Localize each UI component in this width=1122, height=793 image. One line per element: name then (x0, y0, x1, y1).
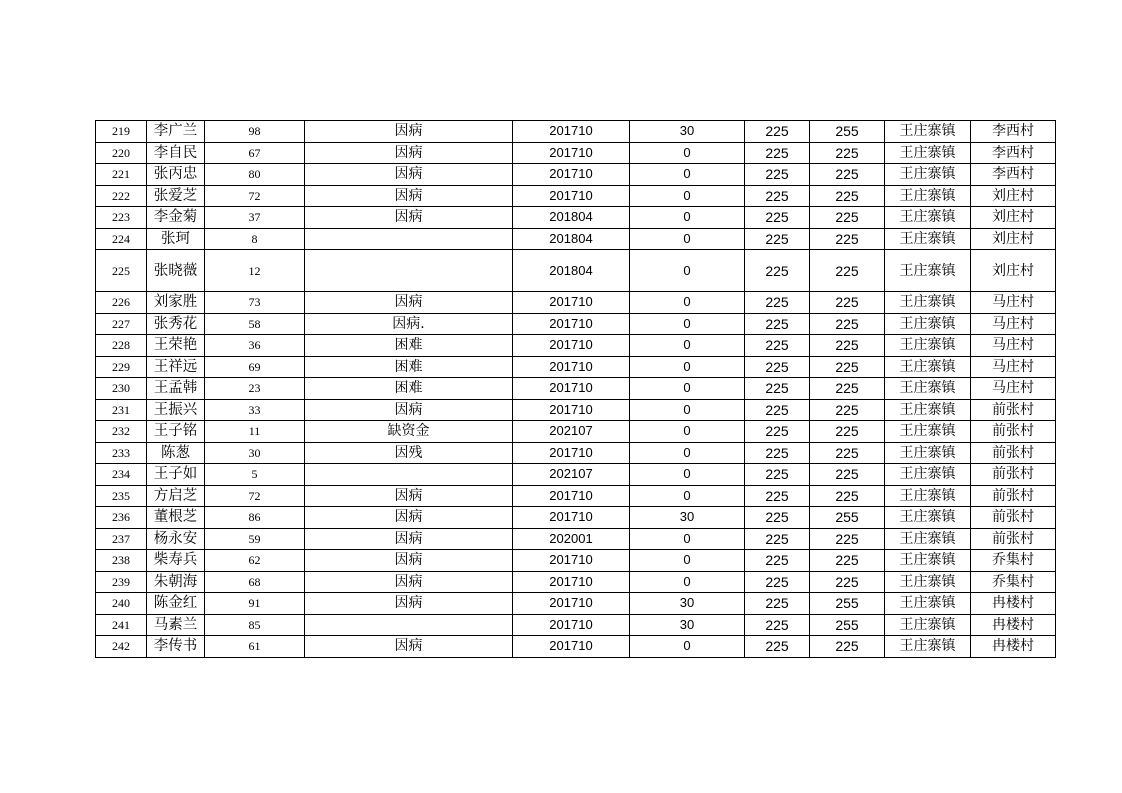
date-cell: 201804 (513, 207, 630, 229)
total-amount-cell: 225 (810, 207, 885, 229)
table-row (96, 378, 1056, 400)
base-amount-cell: 225 (745, 571, 810, 593)
reason-cell (305, 250, 513, 292)
table-row (96, 399, 1056, 421)
reason-cell: 因病 (305, 571, 513, 593)
base-amount-cell: 225 (745, 507, 810, 529)
date-cell: 201710 (513, 442, 630, 464)
date-cell: 201710 (513, 313, 630, 335)
name-cell: 张爱芝 (147, 185, 205, 207)
age-cell: 62 (205, 550, 305, 572)
base-amount-cell: 225 (745, 636, 810, 658)
base-amount-cell: 225 (745, 614, 810, 636)
village-cell: 李西村 (971, 164, 1056, 186)
age-cell: 37 (205, 207, 305, 229)
extra-amount-cell: 30 (630, 614, 745, 636)
table-row (96, 335, 1056, 357)
village-cell: 李西村 (971, 142, 1056, 164)
town-cell: 王庄寨镇 (885, 614, 971, 636)
town-cell: 王庄寨镇 (885, 485, 971, 507)
date-cell: 201710 (513, 292, 630, 314)
date-cell: 201804 (513, 228, 630, 250)
reason-cell: 困难 (305, 378, 513, 400)
table-row (96, 636, 1056, 658)
total-amount-cell: 255 (810, 593, 885, 615)
table-row (96, 528, 1056, 550)
row-index-cell: 227 (96, 313, 147, 335)
village-cell: 前张村 (971, 421, 1056, 443)
town-cell: 王庄寨镇 (885, 142, 971, 164)
table-row (96, 121, 1056, 143)
base-amount-cell: 225 (745, 485, 810, 507)
extra-amount-cell: 0 (630, 528, 745, 550)
village-cell: 前张村 (971, 442, 1056, 464)
total-amount-cell: 225 (810, 442, 885, 464)
row-index-cell: 235 (96, 485, 147, 507)
extra-amount-cell: 0 (630, 550, 745, 572)
table-row (96, 593, 1056, 615)
extra-amount-cell: 0 (630, 228, 745, 250)
base-amount-cell: 225 (745, 121, 810, 143)
village-cell: 冉楼村 (971, 614, 1056, 636)
extra-amount-cell: 30 (630, 507, 745, 529)
extra-amount-cell: 0 (630, 571, 745, 593)
town-cell: 王庄寨镇 (885, 313, 971, 335)
row-index-cell: 229 (96, 356, 147, 378)
total-amount-cell: 225 (810, 356, 885, 378)
date-cell: 201710 (513, 142, 630, 164)
total-amount-cell: 225 (810, 399, 885, 421)
row-index-cell: 223 (96, 207, 147, 229)
name-cell: 陈金红 (147, 593, 205, 615)
reason-cell: 因病 (305, 399, 513, 421)
row-index-cell: 232 (96, 421, 147, 443)
date-cell: 201710 (513, 356, 630, 378)
table-row (96, 571, 1056, 593)
total-amount-cell: 225 (810, 335, 885, 357)
village-cell: 前张村 (971, 507, 1056, 529)
row-index-cell: 225 (96, 250, 147, 292)
town-cell: 王庄寨镇 (885, 507, 971, 529)
row-index-cell: 220 (96, 142, 147, 164)
town-cell: 王庄寨镇 (885, 228, 971, 250)
name-cell: 马素兰 (147, 614, 205, 636)
village-cell: 马庄村 (971, 356, 1056, 378)
age-cell: 68 (205, 571, 305, 593)
extra-amount-cell: 0 (630, 421, 745, 443)
name-cell: 董根芝 (147, 507, 205, 529)
reason-cell: 因病. (305, 313, 513, 335)
date-cell: 201710 (513, 550, 630, 572)
row-index-cell: 224 (96, 228, 147, 250)
age-cell: 5 (205, 464, 305, 486)
age-cell: 12 (205, 250, 305, 292)
base-amount-cell: 225 (745, 550, 810, 572)
age-cell: 98 (205, 121, 305, 143)
reason-cell: 因病 (305, 636, 513, 658)
row-index-cell: 240 (96, 593, 147, 615)
village-cell: 刘庄村 (971, 228, 1056, 250)
extra-amount-cell: 0 (630, 292, 745, 314)
village-cell: 冉楼村 (971, 636, 1056, 658)
village-cell: 乔集村 (971, 550, 1056, 572)
reason-cell: 因残 (305, 442, 513, 464)
date-cell: 202001 (513, 528, 630, 550)
date-cell: 201710 (513, 571, 630, 593)
age-cell: 72 (205, 485, 305, 507)
base-amount-cell: 225 (745, 356, 810, 378)
base-amount-cell: 225 (745, 313, 810, 335)
date-cell: 201710 (513, 121, 630, 143)
name-cell: 王子如 (147, 464, 205, 486)
table-body (96, 121, 1056, 658)
name-cell: 王荣艳 (147, 335, 205, 357)
base-amount-cell: 225 (745, 464, 810, 486)
row-index-cell: 238 (96, 550, 147, 572)
date-cell: 201710 (513, 164, 630, 186)
name-cell: 朱朝海 (147, 571, 205, 593)
total-amount-cell: 225 (810, 250, 885, 292)
table-row (96, 614, 1056, 636)
table-row (96, 442, 1056, 464)
village-cell: 马庄村 (971, 292, 1056, 314)
row-index-cell: 228 (96, 335, 147, 357)
name-cell: 王振兴 (147, 399, 205, 421)
row-index-cell: 226 (96, 292, 147, 314)
total-amount-cell: 225 (810, 228, 885, 250)
base-amount-cell: 225 (745, 207, 810, 229)
village-cell: 前张村 (971, 464, 1056, 486)
total-amount-cell: 225 (810, 636, 885, 658)
row-index-cell: 222 (96, 185, 147, 207)
extra-amount-cell: 0 (630, 313, 745, 335)
date-cell: 201710 (513, 593, 630, 615)
reason-cell (305, 614, 513, 636)
extra-amount-cell: 0 (630, 164, 745, 186)
reason-cell: 因病 (305, 507, 513, 529)
town-cell: 王庄寨镇 (885, 593, 971, 615)
name-cell: 陈葱 (147, 442, 205, 464)
total-amount-cell: 225 (810, 464, 885, 486)
row-index-cell: 234 (96, 464, 147, 486)
age-cell: 30 (205, 442, 305, 464)
base-amount-cell: 225 (745, 335, 810, 357)
name-cell: 杨永安 (147, 528, 205, 550)
town-cell: 王庄寨镇 (885, 335, 971, 357)
name-cell: 李金菊 (147, 207, 205, 229)
extra-amount-cell: 0 (630, 335, 745, 357)
table-row (96, 313, 1056, 335)
reason-cell: 因病 (305, 593, 513, 615)
reason-cell: 缺资金 (305, 421, 513, 443)
extra-amount-cell: 30 (630, 593, 745, 615)
total-amount-cell: 225 (810, 313, 885, 335)
reason-cell: 因病 (305, 164, 513, 186)
town-cell: 王庄寨镇 (885, 571, 971, 593)
date-cell: 201804 (513, 250, 630, 292)
reason-cell: 困难 (305, 356, 513, 378)
age-cell: 67 (205, 142, 305, 164)
table-row (96, 207, 1056, 229)
row-index-cell: 236 (96, 507, 147, 529)
total-amount-cell: 225 (810, 421, 885, 443)
age-cell: 69 (205, 356, 305, 378)
name-cell: 李广兰 (147, 121, 205, 143)
reason-cell: 困难 (305, 335, 513, 357)
town-cell: 王庄寨镇 (885, 421, 971, 443)
base-amount-cell: 225 (745, 593, 810, 615)
table-row (96, 421, 1056, 443)
row-index-cell: 241 (96, 614, 147, 636)
row-index-cell: 219 (96, 121, 147, 143)
total-amount-cell: 255 (810, 614, 885, 636)
extra-amount-cell: 0 (630, 442, 745, 464)
name-cell: 王子铭 (147, 421, 205, 443)
town-cell: 王庄寨镇 (885, 207, 971, 229)
age-cell: 80 (205, 164, 305, 186)
village-cell: 前张村 (971, 485, 1056, 507)
age-cell: 36 (205, 335, 305, 357)
row-index-cell: 239 (96, 571, 147, 593)
table-row (96, 292, 1056, 314)
table-row (96, 550, 1056, 572)
base-amount-cell: 225 (745, 528, 810, 550)
extra-amount-cell: 0 (630, 636, 745, 658)
base-amount-cell: 225 (745, 421, 810, 443)
total-amount-cell: 225 (810, 292, 885, 314)
name-cell: 王祥远 (147, 356, 205, 378)
village-cell: 前张村 (971, 528, 1056, 550)
village-cell: 李西村 (971, 121, 1056, 143)
town-cell: 王庄寨镇 (885, 550, 971, 572)
town-cell: 王庄寨镇 (885, 250, 971, 292)
total-amount-cell: 225 (810, 571, 885, 593)
name-cell: 王孟韩 (147, 378, 205, 400)
age-cell: 11 (205, 421, 305, 443)
reason-cell: 因病 (305, 142, 513, 164)
extra-amount-cell: 0 (630, 250, 745, 292)
village-cell: 冉楼村 (971, 593, 1056, 615)
village-cell: 刘庄村 (971, 250, 1056, 292)
town-cell: 王庄寨镇 (885, 442, 971, 464)
row-index-cell: 233 (96, 442, 147, 464)
extra-amount-cell: 0 (630, 356, 745, 378)
date-cell: 201710 (513, 378, 630, 400)
total-amount-cell: 225 (810, 378, 885, 400)
base-amount-cell: 225 (745, 378, 810, 400)
village-cell: 乔集村 (971, 571, 1056, 593)
age-cell: 33 (205, 399, 305, 421)
town-cell: 王庄寨镇 (885, 528, 971, 550)
table-row (96, 228, 1056, 250)
date-cell: 202107 (513, 464, 630, 486)
name-cell: 方启芝 (147, 485, 205, 507)
town-cell: 王庄寨镇 (885, 464, 971, 486)
village-cell: 刘庄村 (971, 185, 1056, 207)
table-row (96, 142, 1056, 164)
table-row (96, 507, 1056, 529)
town-cell: 王庄寨镇 (885, 356, 971, 378)
age-cell: 85 (205, 614, 305, 636)
total-amount-cell: 225 (810, 485, 885, 507)
name-cell: 李传书 (147, 636, 205, 658)
name-cell: 张珂 (147, 228, 205, 250)
extra-amount-cell: 0 (630, 185, 745, 207)
extra-amount-cell: 0 (630, 207, 745, 229)
age-cell: 72 (205, 185, 305, 207)
reason-cell: 因病 (305, 207, 513, 229)
reason-cell (305, 228, 513, 250)
town-cell: 王庄寨镇 (885, 121, 971, 143)
extra-amount-cell: 0 (630, 464, 745, 486)
base-amount-cell: 225 (745, 292, 810, 314)
total-amount-cell: 225 (810, 528, 885, 550)
table-row (96, 356, 1056, 378)
date-cell: 202107 (513, 421, 630, 443)
town-cell: 王庄寨镇 (885, 292, 971, 314)
age-cell: 23 (205, 378, 305, 400)
date-cell: 201710 (513, 614, 630, 636)
reason-cell: 因病 (305, 528, 513, 550)
village-cell: 马庄村 (971, 313, 1056, 335)
age-cell: 91 (205, 593, 305, 615)
base-amount-cell: 225 (745, 164, 810, 186)
reason-cell: 因病 (305, 485, 513, 507)
row-index-cell: 242 (96, 636, 147, 658)
table-row (96, 164, 1056, 186)
date-cell: 201710 (513, 335, 630, 357)
name-cell: 李自民 (147, 142, 205, 164)
village-cell: 马庄村 (971, 378, 1056, 400)
name-cell: 柴寿兵 (147, 550, 205, 572)
name-cell: 张晓薇 (147, 250, 205, 292)
reason-cell: 因病 (305, 550, 513, 572)
age-cell: 58 (205, 313, 305, 335)
table-row (96, 464, 1056, 486)
date-cell: 201710 (513, 185, 630, 207)
row-index-cell: 230 (96, 378, 147, 400)
reason-cell (305, 464, 513, 486)
age-cell: 59 (205, 528, 305, 550)
age-cell: 73 (205, 292, 305, 314)
base-amount-cell: 225 (745, 399, 810, 421)
name-cell: 张秀花 (147, 313, 205, 335)
row-index-cell: 237 (96, 528, 147, 550)
total-amount-cell: 255 (810, 121, 885, 143)
table-row (96, 250, 1056, 292)
name-cell: 张丙忠 (147, 164, 205, 186)
table-row (96, 185, 1056, 207)
date-cell: 201710 (513, 399, 630, 421)
base-amount-cell: 225 (745, 250, 810, 292)
table-row (96, 485, 1056, 507)
extra-amount-cell: 0 (630, 378, 745, 400)
age-cell: 8 (205, 228, 305, 250)
town-cell: 王庄寨镇 (885, 185, 971, 207)
extra-amount-cell: 0 (630, 399, 745, 421)
reason-cell: 因病 (305, 121, 513, 143)
total-amount-cell: 225 (810, 142, 885, 164)
extra-amount-cell: 30 (630, 121, 745, 143)
date-cell: 201710 (513, 485, 630, 507)
extra-amount-cell: 0 (630, 142, 745, 164)
records-table (95, 120, 1056, 658)
date-cell: 201710 (513, 507, 630, 529)
reason-cell: 因病 (305, 292, 513, 314)
age-cell: 86 (205, 507, 305, 529)
name-cell: 刘家胜 (147, 292, 205, 314)
base-amount-cell: 225 (745, 185, 810, 207)
town-cell: 王庄寨镇 (885, 636, 971, 658)
village-cell: 刘庄村 (971, 207, 1056, 229)
base-amount-cell: 225 (745, 142, 810, 164)
age-cell: 61 (205, 636, 305, 658)
date-cell: 201710 (513, 636, 630, 658)
row-index-cell: 221 (96, 164, 147, 186)
village-cell: 前张村 (971, 399, 1056, 421)
total-amount-cell: 225 (810, 550, 885, 572)
town-cell: 王庄寨镇 (885, 399, 971, 421)
base-amount-cell: 225 (745, 442, 810, 464)
town-cell: 王庄寨镇 (885, 164, 971, 186)
total-amount-cell: 225 (810, 185, 885, 207)
town-cell: 王庄寨镇 (885, 378, 971, 400)
row-index-cell: 231 (96, 399, 147, 421)
reason-cell: 因病 (305, 185, 513, 207)
village-cell: 马庄村 (971, 335, 1056, 357)
total-amount-cell: 255 (810, 507, 885, 529)
total-amount-cell: 225 (810, 164, 885, 186)
base-amount-cell: 225 (745, 228, 810, 250)
extra-amount-cell: 0 (630, 485, 745, 507)
